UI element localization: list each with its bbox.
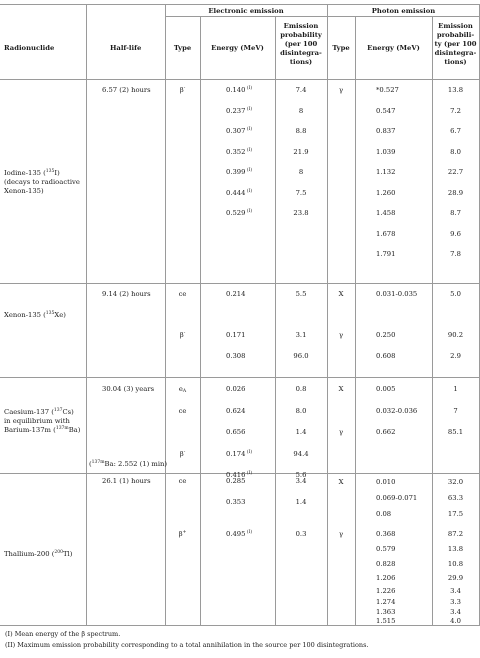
section-rule-2 — [0, 377, 480, 378]
iodine-e-probability: 8.8 — [295, 127, 307, 135]
header-p-type: Type — [332, 44, 350, 52]
caesium-p-type: X — [338, 385, 344, 393]
caesium-half-life: 30.04 (3) years — [102, 385, 155, 393]
thallium-p-probability: 3.4 — [450, 608, 461, 616]
thallium-p-probability: 29.9 — [447, 574, 464, 582]
iodine-p-energy: 1.791 — [376, 250, 396, 258]
thallium-p-energy: 1.363 — [376, 608, 396, 616]
thallium-half-life: 26.1 (1) hours — [102, 477, 151, 485]
iodine-half-life: 6.57 (2) hours — [102, 86, 151, 94]
thallium-p-probability: 3.3 — [450, 598, 461, 606]
caesium-radionuclide: Caesium-137 ($^{137}$Cs) in equilibrium with Barium-137m ($^{137m}$Ba) — [4, 408, 81, 434]
header-electronic-emission: Electronic emission — [208, 7, 284, 15]
iodine-p-energy: 0.547 — [376, 107, 396, 115]
iodine-p-energy: 1.132 — [376, 168, 396, 176]
header-half-life: Half-life — [110, 44, 142, 52]
thallium-p-energy: 0.368 — [376, 530, 396, 538]
iodine-p-probability: 28.9 — [447, 189, 464, 197]
caesium-e-type: $e_A$ — [178, 385, 187, 394]
table-bottom-rule — [0, 625, 480, 626]
thallium-e-energy: 0.285 — [226, 477, 246, 485]
caesium-e-energy: 0.656 — [226, 428, 246, 436]
caesium-e-energy: 0.026 — [226, 385, 246, 393]
header-photon-emission: Photon emission — [371, 7, 436, 15]
iodine-p-probability: 22.7 — [447, 168, 464, 176]
header-bottom-rule — [0, 79, 480, 80]
thallium-e-energy: 0.353 — [226, 498, 246, 506]
iodine-p-energy: 1.678 — [376, 230, 396, 238]
xenon-e-type: β- — [179, 331, 186, 339]
thallium-p-energy: 0.828 — [376, 560, 396, 568]
thallium-p-type: γ — [338, 530, 344, 538]
caesium-e-probability: 0.8 — [295, 385, 307, 393]
xenon-p-energy: 0.250 — [376, 331, 396, 339]
thallium-p-probability: 10.8 — [447, 560, 464, 568]
caesium-p-energy: 0.005 — [376, 385, 396, 393]
iodine-e-probability: 8 — [298, 168, 304, 176]
iodine-e-type: β- — [179, 86, 186, 94]
col-divider-halflife — [86, 4, 87, 625]
xenon-p-probability: 5.0 — [450, 290, 461, 298]
thallium-e-probability: 3.4 — [295, 477, 307, 485]
thallium-p-energy: 0.010 — [376, 478, 396, 486]
iodine-e-energy: 0.529 $^{(I)}$ — [226, 209, 253, 217]
thallium-e-type: β+ — [178, 530, 187, 538]
thallium-p-energy: 1.226 — [376, 587, 396, 595]
header-p-probability: Emission probabili- ty (per 100 disintegra- tions) — [434, 22, 477, 66]
caesium-e-type: ce — [178, 407, 187, 415]
caesium-e-probability: 94.4 — [293, 450, 309, 458]
caesium-e-energy: 0.624 — [226, 407, 246, 415]
thallium-p-probability: 3.4 — [450, 587, 461, 595]
iodine-e-energy: 0.399 $^{(I)}$ — [226, 168, 253, 176]
thallium-p-probability: 4.0 — [450, 617, 461, 625]
caesium-p-probability: 85.1 — [447, 428, 464, 436]
thallium-p-energy: 1.206 — [376, 574, 396, 582]
iodine-p-probability: 6.7 — [450, 127, 461, 135]
iodine-p-energy: 1.039 — [376, 148, 396, 156]
iodine-p-energy: *0.527 — [376, 86, 399, 94]
thallium-e-type: ce — [178, 477, 187, 485]
iodine-radionuclide: Iodine-135 ($^{135}$I) (decays to radioactive Xenon-135) — [4, 169, 80, 195]
iodine-e-energy: 0.352 $^{(I)}$ — [226, 148, 253, 156]
iodine-p-probability: 8.0 — [450, 148, 461, 156]
footnote-2: (II) Maximum emission probability corresponding to a total annihilation in the source per 100 disintegrations. — [5, 641, 369, 649]
xenon-p-probability: 90.2 — [447, 331, 464, 339]
iodine-p-probability: 7.2 — [450, 107, 461, 115]
iodine-e-energy: 0.237 $^{(I)}$ — [226, 107, 253, 115]
thallium-p-type: X — [338, 478, 344, 486]
thallium-radionuclide: Thallium-200 ($^{200}$Tl) — [4, 550, 73, 558]
iodine-e-energy: 0.307 $^{(I)}$ — [226, 127, 253, 135]
xenon-e-energy: 0.171 — [226, 331, 246, 339]
thallium-p-energy: 1.274 — [376, 598, 396, 606]
iodine-e-probability: 23.8 — [293, 209, 309, 217]
iodine-e-probability: 7.5 — [295, 189, 307, 197]
caesium-e-probability: 5.6 — [295, 471, 307, 479]
xenon-radionuclide: Xenon-135 ($^{135}$Xe) — [4, 311, 66, 319]
iodine-p-probability: 13.8 — [447, 86, 464, 94]
xenon-p-type: γ — [338, 331, 344, 339]
header-p-energy: Energy (MeV) — [367, 44, 420, 52]
xenon-p-probability: 2.9 — [450, 352, 461, 360]
footnote-1: (I) Mean energy of the β spectrum. — [5, 630, 121, 638]
caesium-p-probability: 1 — [453, 385, 458, 393]
xenon-p-energy: 0.608 — [376, 352, 396, 360]
xenon-p-type: X — [338, 290, 344, 298]
xenon-p-energy: 0.031-0.035 — [376, 290, 418, 298]
xenon-half-life: 9.14 (2) hours — [102, 290, 151, 298]
xenon-e-energy: 0.214 — [226, 290, 246, 298]
thallium-p-energy: 0.579 — [376, 545, 396, 553]
caesium-e-energy: 0.174 $^{(I)}$ — [226, 450, 253, 458]
thallium-p-energy: 0.08 — [376, 510, 392, 518]
iodine-e-probability: 21.9 — [293, 148, 309, 156]
iodine-p-energy: 1.458 — [376, 209, 396, 217]
header-e-probability: Emission probability (per 100 disintegra- tions) — [280, 22, 322, 66]
iodine-e-energy: 0.444 $^{(I)}$ — [226, 189, 253, 197]
thallium-p-probability: 87.2 — [447, 530, 464, 538]
thallium-p-probability: 32.0 — [447, 478, 464, 486]
xenon-e-probability: 96.0 — [293, 352, 309, 360]
iodine-e-energy: 0.140 $^{(I)}$ — [226, 86, 253, 94]
caesium-e-probability: 1.4 — [295, 428, 307, 436]
thallium-p-probability: 63.3 — [447, 494, 464, 502]
thallium-e-probability: 1.4 — [295, 498, 307, 506]
caesium-p-probability: 7 — [453, 407, 458, 415]
xenon-e-energy: 0.308 — [226, 352, 246, 360]
iodine-p-energy: 1.260 — [376, 189, 396, 197]
iodine-p-probability: 7.8 — [450, 250, 461, 258]
header-group-rule-electronic — [165, 16, 327, 17]
header-group-rule-photon — [327, 16, 480, 17]
caesium-p-energy: 0.662 — [376, 428, 396, 436]
thallium-p-energy: 0.069-0.071 — [376, 494, 418, 502]
xenon-e-probability: 5.5 — [295, 290, 307, 298]
caesium-p-type: γ — [338, 428, 344, 436]
iodine-p-probability: 9.6 — [450, 230, 461, 238]
thallium-p-probability: 13.8 — [447, 545, 464, 553]
col-divider-e-energy — [200, 16, 201, 625]
iodine-p-probability: 8.7 — [450, 209, 461, 217]
iodine-e-probability: 8 — [298, 107, 304, 115]
xenon-e-type: ce — [178, 290, 187, 298]
header-e-energy: Energy (MeV) — [211, 44, 264, 52]
caesium-p-energy: 0.032-0.036 — [376, 407, 418, 415]
caesium-e-type: β- — [179, 450, 186, 458]
iodine-p-type: γ — [338, 86, 344, 94]
thallium-e-energy: 0.495 $^{(I)}$ — [226, 530, 253, 538]
header-e-type: Type — [173, 44, 192, 52]
thallium-p-probability: 17.5 — [447, 510, 464, 518]
header-radionuclide: Radionuclide — [4, 44, 55, 52]
thallium-p-energy: 1.515 — [376, 617, 396, 625]
table-top-rule — [0, 4, 480, 5]
xenon-e-probability: 3.1 — [295, 331, 307, 339]
iodine-p-energy: 0.837 — [376, 127, 396, 135]
col-divider-p-energy — [355, 16, 356, 625]
thallium-e-probability: 0.3 — [295, 530, 307, 538]
caesium-half-life-note: ($^{137m}$Ba: 2.552 (1) min) — [89, 460, 168, 468]
caesium-e-probability: 8.0 — [295, 407, 307, 415]
iodine-e-probability: 7.4 — [295, 86, 307, 94]
section-rule-1 — [0, 283, 480, 284]
caesium-e-energy: 0.416 $^{(I)}$ — [226, 471, 253, 479]
